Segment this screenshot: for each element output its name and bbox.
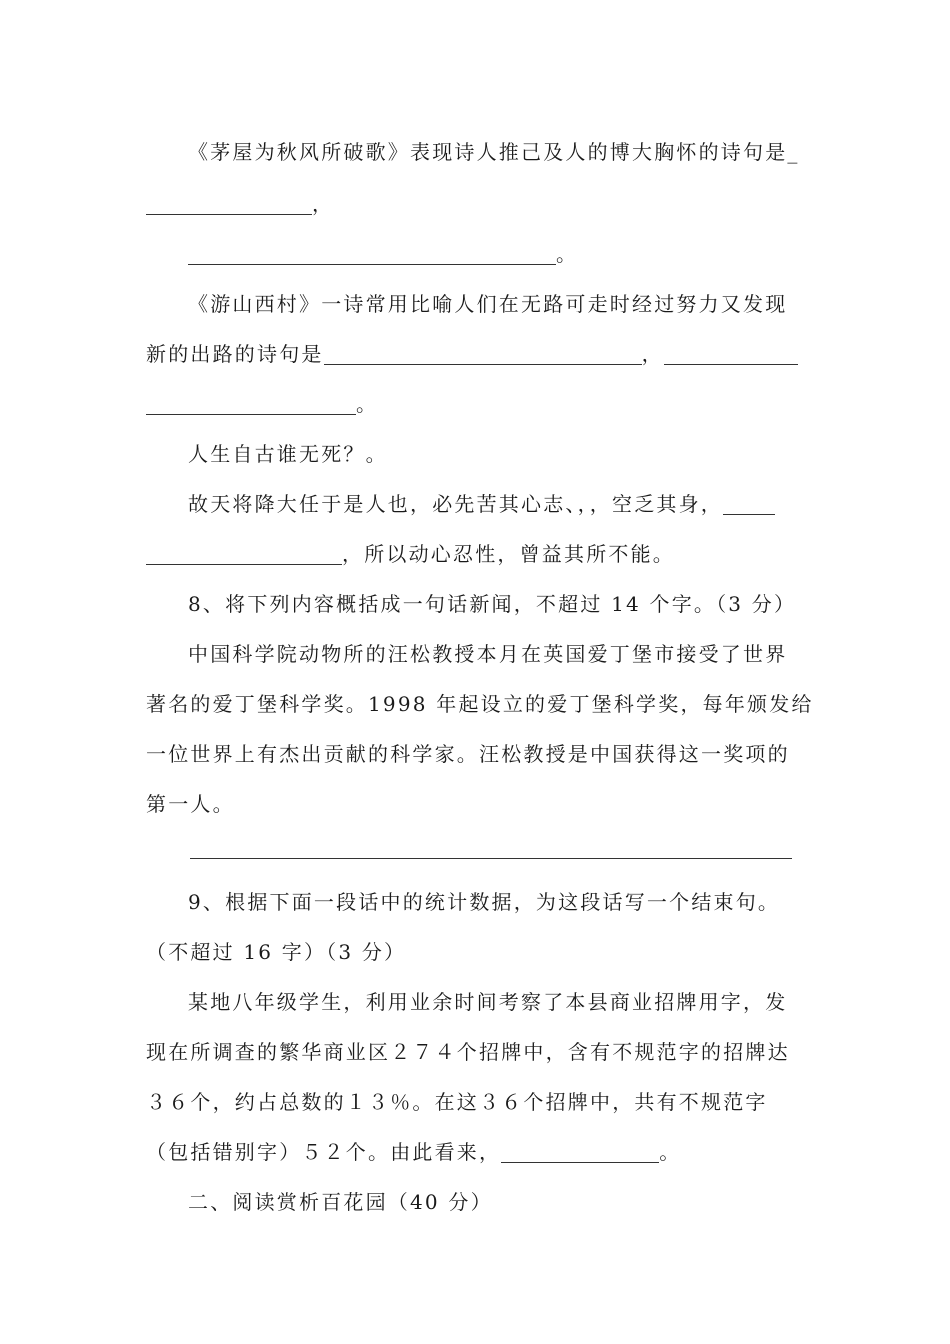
answer-blank[interactable] bbox=[146, 542, 342, 565]
answer-line-q8[interactable] bbox=[190, 858, 792, 859]
passage-9-line-2: 现在所调查的繁华商业区２７４个招牌中，含有不规范字的招牌达 bbox=[146, 1040, 790, 1064]
answer-blank[interactable] bbox=[723, 492, 775, 515]
passage-8-line-3: 一位世界上有杰出贡献的科学家。汪松教授是中国获得这一奖项的 bbox=[146, 742, 790, 766]
section-2-title: 二、阅读赏析百花园（40 分） bbox=[188, 1190, 493, 1214]
answer-line-youshan[interactable] bbox=[146, 390, 378, 418]
passage-8-line-2: 著名的爱丁堡科学奖。1998 年起设立的爱丁堡科学奖，每年颁发给 bbox=[146, 692, 814, 716]
answer-blank[interactable] bbox=[324, 342, 642, 365]
passage-8-line-4: 第一人。 bbox=[146, 792, 235, 816]
answer-blank[interactable] bbox=[146, 192, 312, 215]
punctuation: ， bbox=[312, 192, 335, 216]
question-gutian-text: 故天将降大任于是人也，必先苦其心志、，，空乏其身， bbox=[188, 492, 723, 516]
passage-9-last-prefix: （包括错别字）５２个。由此看来， bbox=[146, 1140, 502, 1164]
passage-9-line-4 bbox=[146, 1138, 681, 1166]
question-9-title-line1: 9、根据下面一段话中的统计数据，为这段话写一个结束句。 bbox=[188, 890, 781, 914]
punctuation: 。 bbox=[556, 242, 579, 266]
answer-blank[interactable] bbox=[664, 342, 798, 365]
question-maowu: 《茅屋为秋风所破歌》表现诗人推己及人的博大胸怀的诗句是_ bbox=[188, 140, 800, 164]
question-8-title: 8、将下列内容概括成一句话新闻，不超过 14 个字。（3 分） bbox=[188, 592, 797, 616]
punctuation: 。 bbox=[356, 392, 379, 416]
question-youshan-line2 bbox=[146, 340, 798, 368]
question-rensheng: 人生自古谁无死？。 bbox=[188, 442, 388, 466]
question-9-title-line2: （不超过 16 字）（3 分） bbox=[146, 940, 407, 964]
passage-9-line-3: ３６个，约占总数的１３％。在这３６个招牌中，共有不规范字 bbox=[146, 1090, 768, 1114]
answer-line-maowu-1[interactable] bbox=[146, 190, 334, 218]
answer-blank[interactable] bbox=[188, 242, 556, 265]
question-youshan-line1: 《游山西村》一诗常用比喻人们在无路可走时经过努力又发现 bbox=[188, 292, 788, 316]
question-youshan-prefix: 新的出路的诗句是 bbox=[146, 342, 324, 366]
punctuation: ， bbox=[641, 342, 664, 366]
passage-9-line-1: 某地八年级学生，利用业余时间考察了本县商业招牌用字，发 bbox=[188, 990, 788, 1014]
answer-blank[interactable] bbox=[146, 392, 356, 415]
answer-line-maowu-2[interactable] bbox=[188, 240, 578, 268]
question-gutian-line2 bbox=[146, 540, 675, 568]
question-gutian-suffix: ，所以动心忍性，曾益其所不能。 bbox=[342, 542, 675, 566]
question-gutian-line1 bbox=[188, 490, 775, 518]
passage-8-line-1: 中国科学院动物所的汪松教授本月在英国爱丁堡市接受了世界 bbox=[188, 642, 788, 666]
punctuation: 。 bbox=[659, 1140, 682, 1164]
answer-blank[interactable] bbox=[501, 1140, 659, 1163]
